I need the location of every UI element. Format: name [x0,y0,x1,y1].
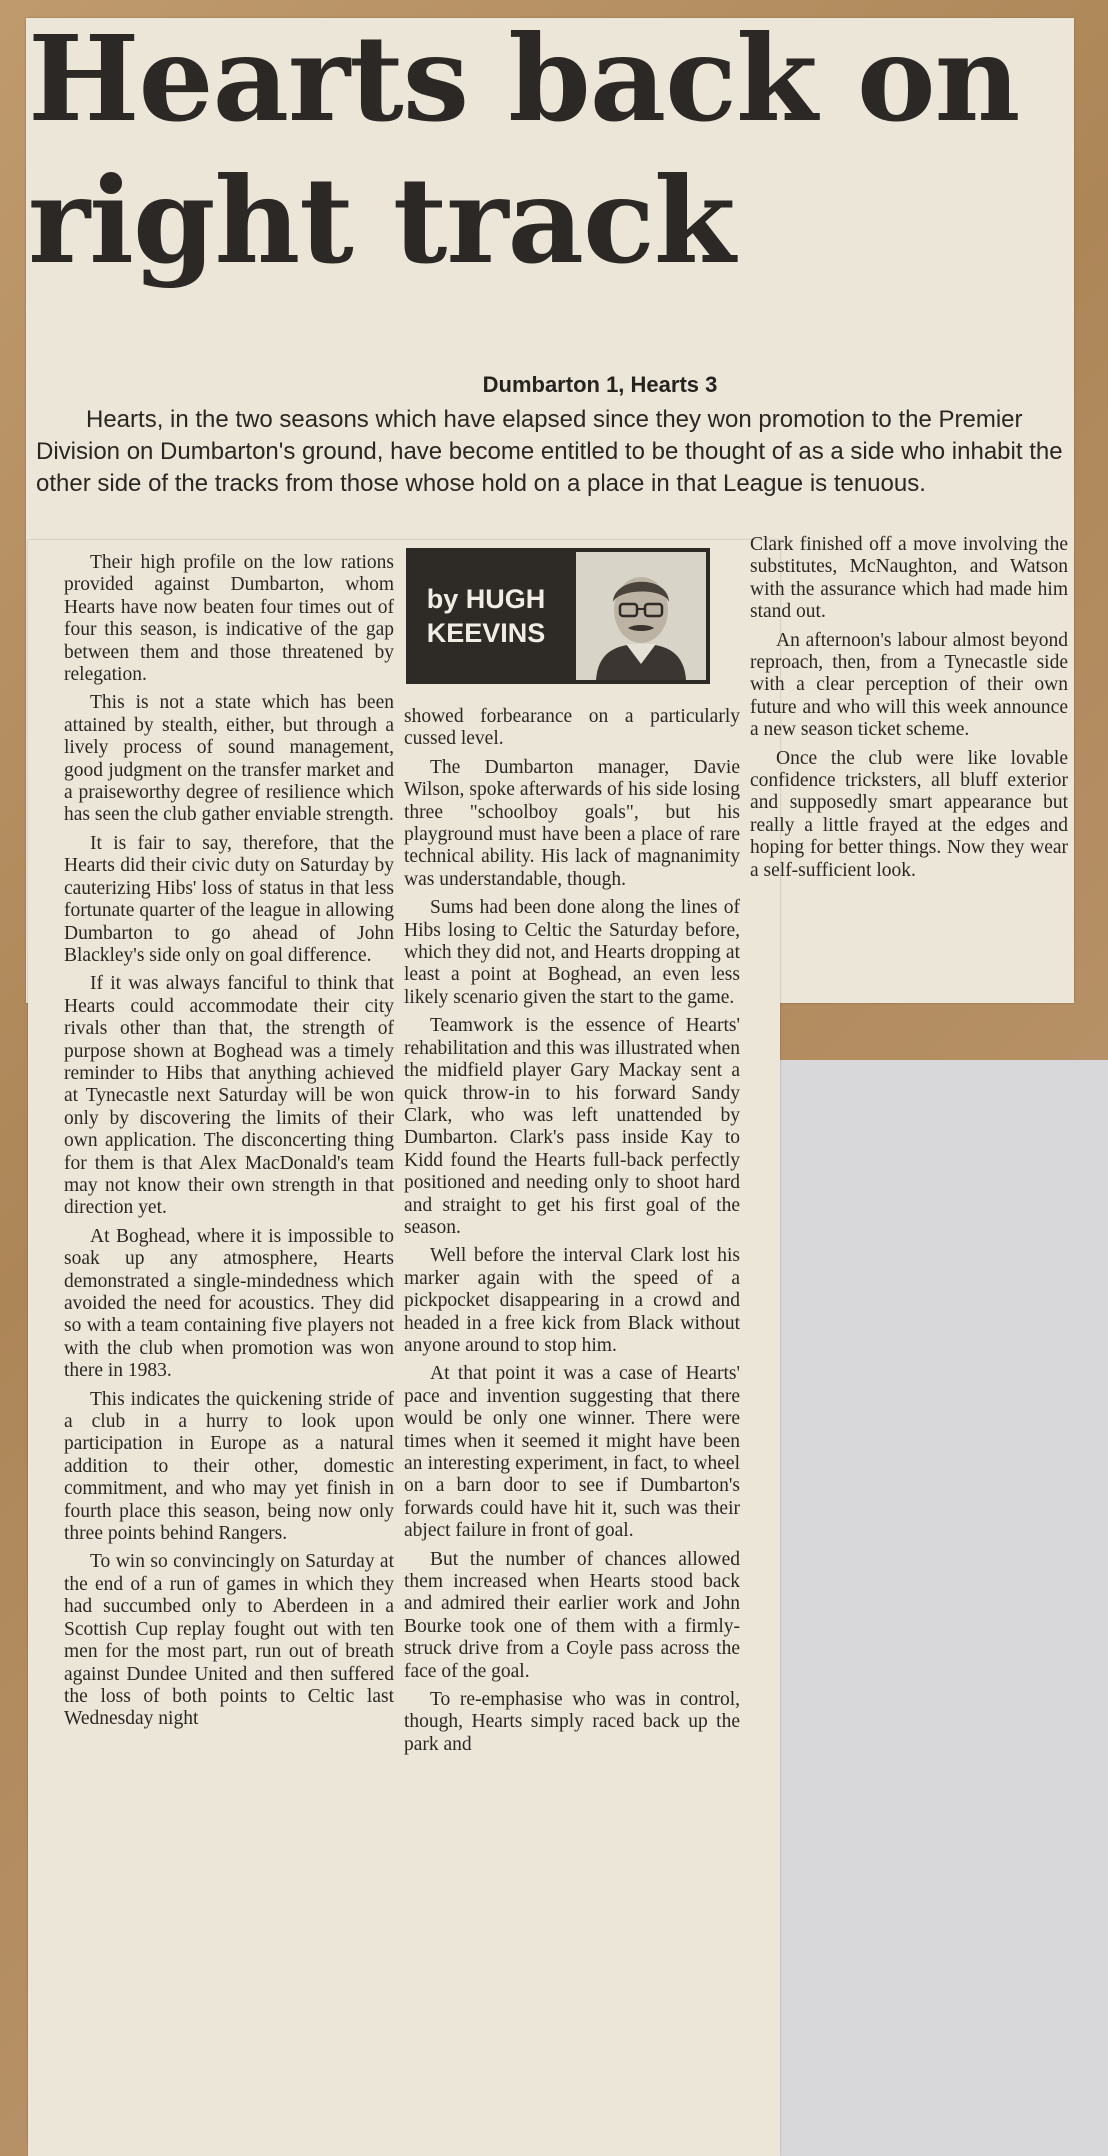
byline-by: by HUGH [426,584,546,614]
paragraph: Well before the interval Clark lost his marker again with the speed of a pickpocket disappearing in a crowd and headed in a free kick from Black without anyone around to stop him. [404,1245,740,1356]
paragraph: Clark finished off a move involving the substitutes, McNaughton, and Watson with the assurance which had made him stand out. [750,534,1068,623]
paragraph: At Boghead, where it is impossible to soak up any atmosphere, Hearts demonstrated a single-mindedness which avoided the need for acoustics. They did so with a team containing five players not with the club when promotion was won there in 1983. [64,1225,394,1382]
paragraph: An afternoon's labour almost beyond reproach, then, from a Tynecastle side with a clear perception of their own future and who will this week announce a new season ticket scheme. [750,629,1068,741]
byline-box [406,548,710,684]
paragraph: This is not a state which has been attained by stealth, either, but through a lively process of sound management, good judgment on the transfer market and a praiseworthy degree of resilience which has seen the club gather enviable strength. [64,692,394,826]
paragraph: Once the club were like lovable confidence tricksters, all bluff exterior and supposedly smart appearance but really a little frayed at the edges and hoping for better things. Now they wear a self-sufficient look. [750,747,1068,881]
paragraph: But the number of chances allowed them increased when Hearts stood back and admired their earlier work and John Bourke took one of them with a firmly-struck drive from a Coyle pass across the face of the goal. [404,1548,740,1682]
article-column-1 [64,552,394,1737]
paragraph: This indicates the quickening stride of a club in a hurry to look upon participation in Europe as a natural addition to their other, domestic commitment, and who may yet finish in fourth place this season, being now only three points behind Rangers. [64,1388,394,1545]
lead-paragraph: Hearts, in the two seasons which have elapsed since they won promotion to the Premier Division on Dumbarton's ground, have become entitled to be thought of as a side who inhabit the other side of the tracks from those whose hold on a place in that League is tenuous. [36,406,1063,497]
paragraph: The Dumbarton manager, Davie Wilson, spoke afterwards of his side losing three "schoolboy goals", but his playground must have been a place of rare technical ability. His lack of magnanimity was understandable, though. [404,756,740,890]
paragraph: showed forbearance on a particularly cussed level. [404,706,740,750]
article-column-2 [404,706,740,1762]
paragraph: If it was always fanciful to think that Hearts could accommodate their city rivals other than that, the strength of purpose shown at Boghead was a timely reminder to Hibs that anything achieved at Tynecastle next Saturday will be won only by discovering the limits of their own application. The disconcerting thing for them is that Alex MacDonald's team may not know their own strength in that direction yet. [64,973,394,1219]
match-score: Dumbarton 1, Hearts 3 [482,372,718,397]
paragraph: Their high profile on the low rations provided against Dumbarton, whom Hearts have now beaten four times out of four this season, is indicative of the gap between them and those threatened by relegation. [64,552,394,686]
blank-area [780,1060,1108,2156]
paragraph: Teamwork is the essence of Hearts' rehabilitation and this was illustrated when the midfield player Gary Mackay sent a quick throw-in to his forward Sandy Clark, who was left unattended by Dumbarton. Clark's pass inside Kay to Kidd found the Hearts full-back perfectly positioned and needing only to shoot hard and straight to get his first goal of the season. [404,1015,740,1238]
byline-text [406,582,566,650]
headline: Hearts back on right track [28,9,1020,290]
paragraph: Sums had been done along the lines of Hibs losing to Celtic the Saturday before, which they did not, and Hearts dropping at least a point at Boghead, an even less likely scenario given the start to the game. [404,897,740,1008]
paragraph: To re-emphasise who was in control, though, Hearts simply raced back up the park and [404,1689,740,1755]
paragraph: It is fair to say, therefore, that the Hearts did their civic duty on Saturday by cauterizing Hibs' loss of status in that less fortunate quarter of the league in allowing Dumbarton to go ahead of John Blackley's side only on goal difference. [64,832,394,966]
article-column-3 [750,534,1068,888]
paragraph: To win so convincingly on Saturday at the end of a run of games in which they had succumbed only to Aberdeen in a Scottish Cup replay fought out with ten men for the most part, run out of breath against Dundee United and then suffered the loss of both points to Celtic last Wednesday night [64,1551,394,1730]
byline-author: KEEVINS [426,618,546,648]
author-portrait-icon [576,552,706,680]
paragraph: At that point it was a case of Hearts' pace and invention suggesting that there would be only one winner. There were times when it seemed it might have been an interesting experiment, in fact, to wheel on a barn door to see if Dumbarton's forwards could have hit it, such was their abject failure in front of goal. [404,1363,740,1542]
